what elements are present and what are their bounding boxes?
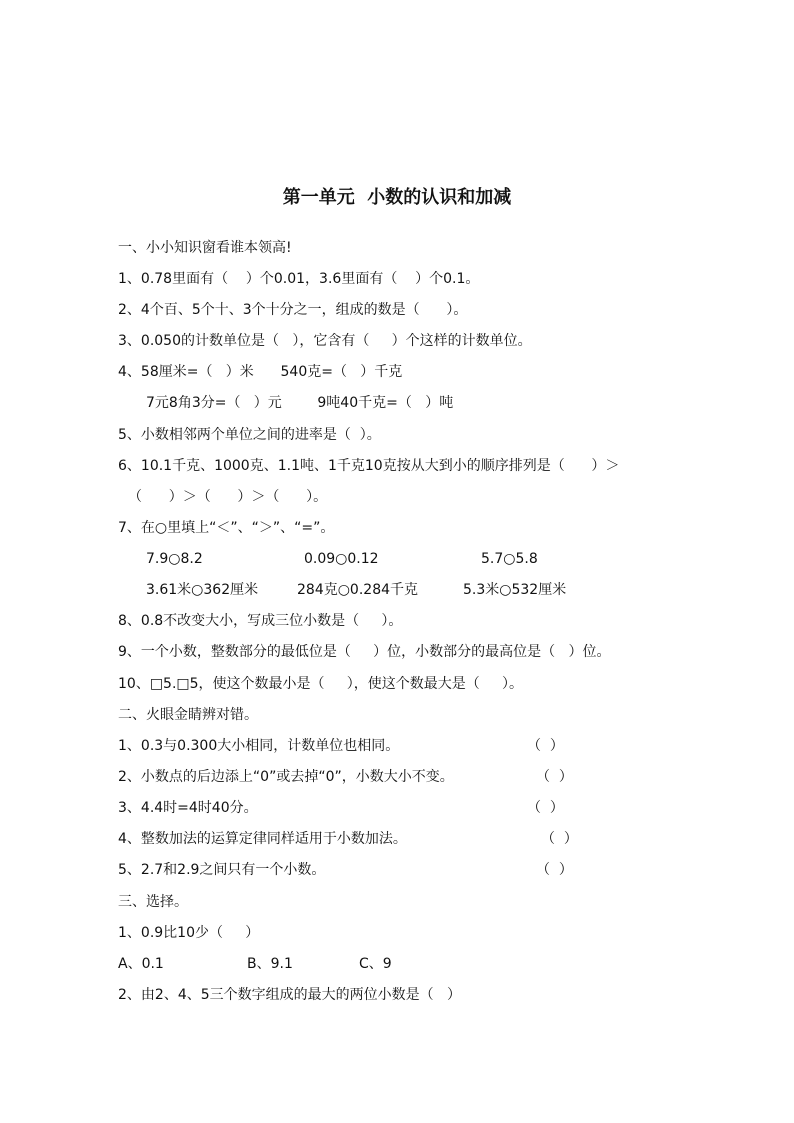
question-1-1: 1、0.78里面有（ ）个0.01，3.6里面有（ ）个0.1。 [118, 271, 480, 287]
judge-item: 5、2.7和2.9之间只有一个小数。 [118, 862, 326, 878]
compare-item: 3.61米○362厘米 [146, 582, 259, 598]
choice-option-c: C、9 [359, 956, 392, 972]
question-1-9: 9、一个小数，整数部分的最低位是（ ）位，小数部分的最高位是（ ）位。 [118, 644, 611, 660]
choice-question-1: 1、0.9比10少（ ） [118, 925, 260, 941]
compare-item: 284克○0.284千克 [297, 582, 419, 598]
compare-item: 0.09○0.12 [304, 551, 379, 567]
judge-answer-paren: （ ） [541, 831, 578, 847]
section1-heading: 一、小小知识窗看谁本领高! [118, 240, 292, 256]
judge-answer-paren: （ ） [527, 738, 564, 754]
choice-option-b: B、9.1 [247, 956, 293, 972]
judge-item: 4、整数加法的运算定律同样适用于小数加法。 [118, 831, 407, 847]
question-1-4b: 7元8角3分=（ ）元 9吨40千克=（ ）吨 [146, 395, 454, 411]
choice-question-2: 2、由2、4、5三个数字组成的最大的两位小数是（ ） [118, 987, 461, 1003]
compare-item: 7.9○8.2 [146, 551, 203, 567]
question-1-6b: （ ）＞（ ）＞（ ）。 [128, 489, 328, 505]
question-1-5: 5、小数相邻两个单位之间的进率是（ ）。 [118, 427, 381, 443]
judge-item: 2、小数点的后边添上“0”或去掉“0”，小数大小不变。 [118, 769, 454, 785]
judge-item: 1、0.3与0.300大小相同，计数单位也相同。 [118, 738, 400, 754]
page-title: 第一单元 小数的认识和加减 [282, 187, 512, 208]
section3-heading: 三、选择。 [118, 894, 188, 910]
question-1-8: 8、0.8不改变大小，写成三位小数是（ ）。 [118, 613, 403, 629]
judge-answer-paren: （ ） [527, 800, 564, 816]
question-1-10: 10、□5.□5，使这个数最小是（ ），使这个数最大是（ ）。 [118, 676, 524, 692]
question-1-4a: 4、58厘米=（ ）米 540克=（ ）千克 [118, 364, 403, 380]
judge-answer-paren: （ ） [536, 769, 573, 785]
question-1-7: 7、在○里填上“＜”、“＞”、“=”。 [118, 520, 335, 536]
question-1-2: 2、4个百、5个十、3个十分之一，组成的数是（ ）。 [118, 302, 468, 318]
choice-option-a: A、0.1 [118, 956, 164, 972]
question-1-3: 3、0.050的计数单位是（ ），它含有（ ）个这样的计数单位。 [118, 333, 532, 349]
judge-item: 3、4.4时=4时40分。 [118, 800, 258, 816]
compare-item: 5.3米○532厘米 [463, 582, 567, 598]
question-1-6a: 6、10.1千克、1000克、1.1吨、1千克10克按从大到小的顺序排列是（ ）＞ [118, 458, 620, 474]
compare-item: 5.7○5.8 [481, 551, 538, 567]
judge-answer-paren: （ ） [536, 862, 573, 878]
section2-heading: 二、火眼金睛辨对错。 [118, 707, 258, 723]
